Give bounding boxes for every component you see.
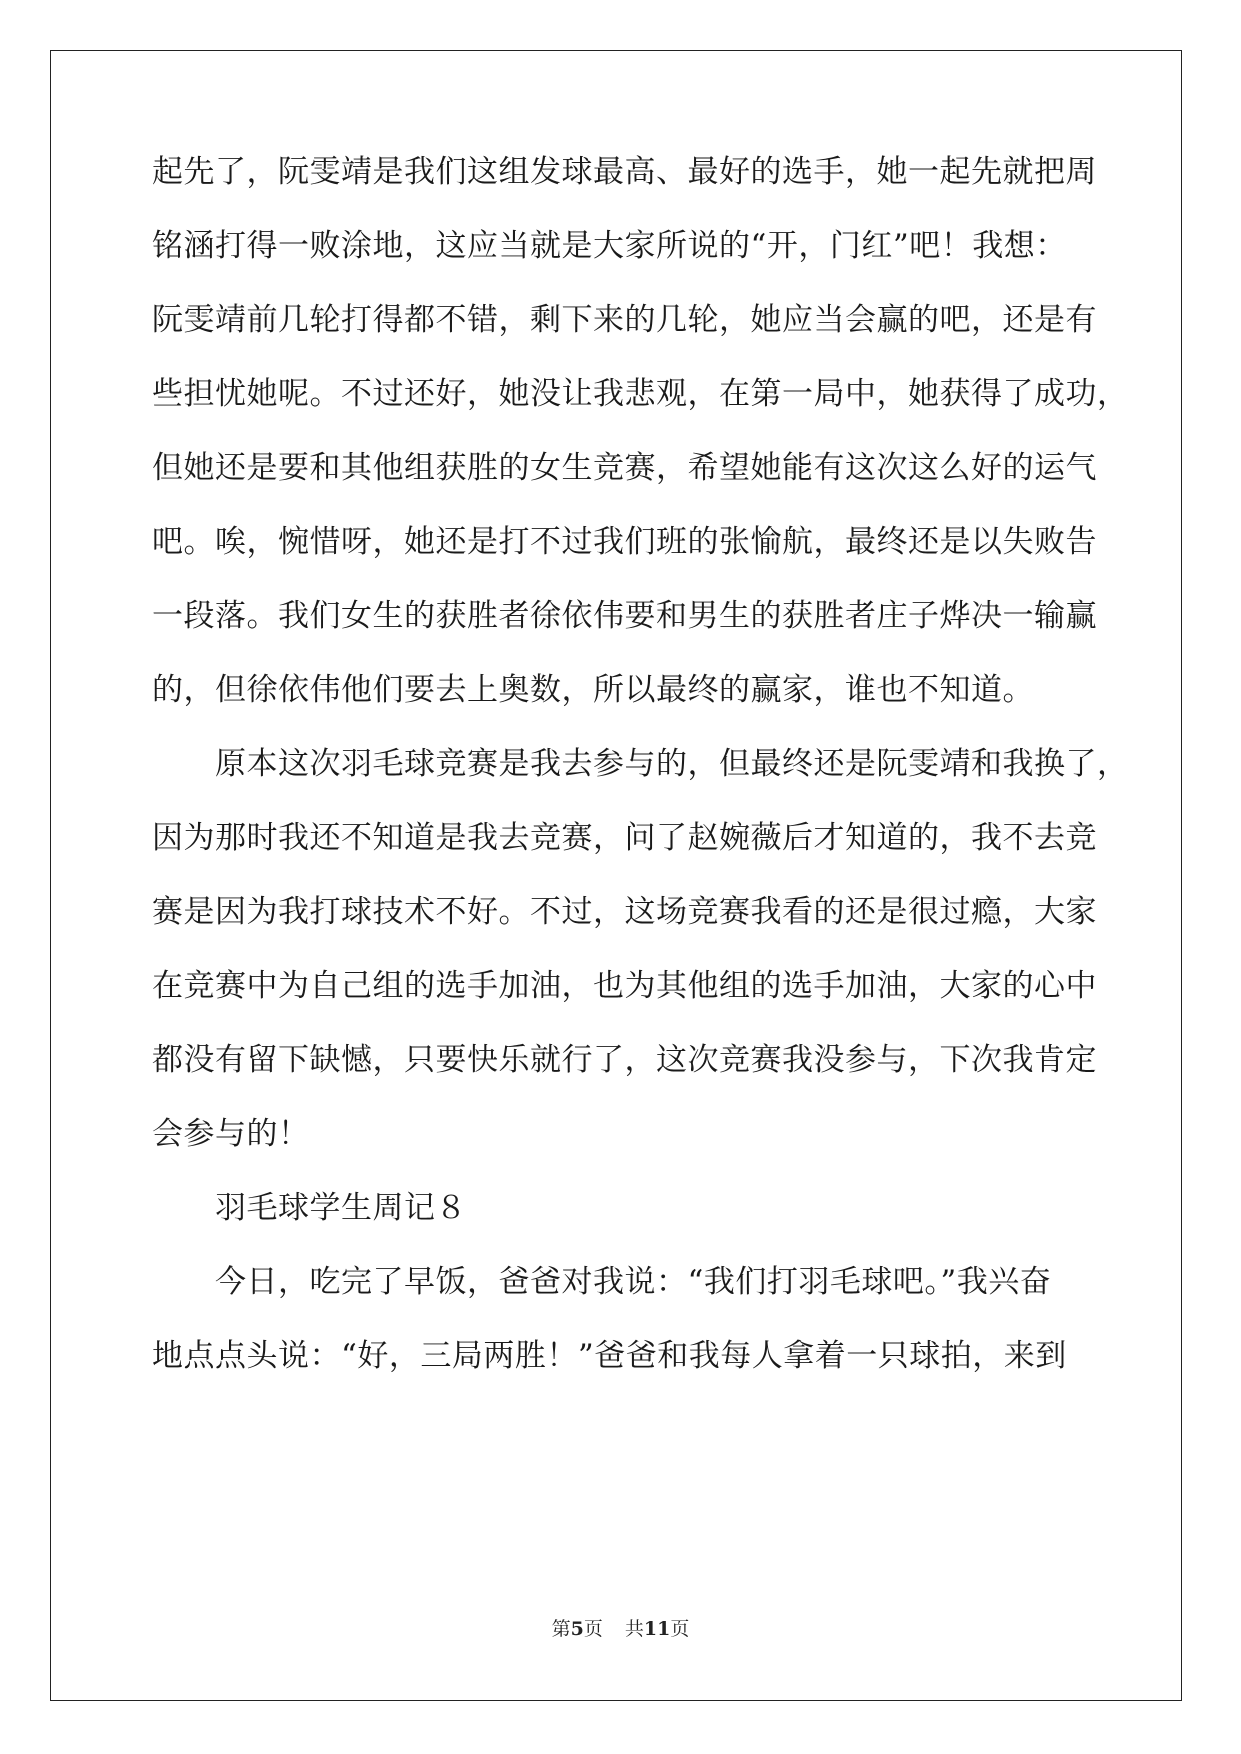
text-line: 的，但徐依伟他们要去上奥数，所以最终的赢家，谁也不知道。 bbox=[152, 672, 1034, 708]
total-suffix: 页 bbox=[670, 1618, 690, 1640]
text-line: 但她还是要和其他组获胜的女生竞赛，希望她能有这次这么好的运气 bbox=[152, 450, 1097, 486]
page-border bbox=[50, 50, 1182, 1701]
text-line: 在竞赛中为自己组的选手加油，也为其他组的选手加油，大家的心中 bbox=[152, 968, 1097, 1004]
text-line: 因为那时我还不知道是我去竞赛，问了赵婉薇后才知道的，我不去竞 bbox=[152, 820, 1097, 856]
text-line: 赛是因为我打球技术不好。不过，这场竞赛我看的还是很过瘾，大家 bbox=[152, 894, 1097, 930]
text-line: 起先了，阮雯靖是我们这组发球最高、最好的选手，她一起先就把周 bbox=[152, 154, 1097, 190]
text-line: 今日，吃完了早饭，爸爸对我说：“我们打羽毛球吧。”我兴奋 bbox=[152, 1264, 1052, 1300]
text-line: 一段落。我们女生的获胜者徐依伟要和男生的获胜者庄子烨决一输赢 bbox=[152, 598, 1097, 634]
section-heading: 羽毛球学生周记８ bbox=[152, 1190, 467, 1226]
text-line: 吧。唉，惋惜呀，她还是打不过我们班的张愉航，最终还是以失败告 bbox=[152, 524, 1097, 560]
text-line: 会参与的！ bbox=[152, 1116, 310, 1152]
text-line: 阮雯靖前几轮打得都不错，剩下来的几轮，她应当会赢的吧，还是有 bbox=[152, 302, 1097, 338]
page-total: 11 bbox=[643, 1618, 671, 1640]
page-current: 5 bbox=[570, 1618, 584, 1640]
text-line: 都没有留下缺憾，只要快乐就行了，这次竞赛我没参与，下次我肯定 bbox=[152, 1042, 1097, 1078]
text-line: 地点点头说：“好，三局两胜！”爸爸和我每人拿着一只球拍，来到 bbox=[152, 1338, 1067, 1374]
page-prefix: 第 bbox=[551, 1618, 571, 1640]
page-footer bbox=[0, 1617, 1241, 1641]
text-line: 些担忧她呢。不过还好，她没让我悲观，在第一局中，她获得了成功， bbox=[152, 376, 1129, 412]
page-suffix: 页 bbox=[583, 1618, 603, 1640]
text-line: 原本这次羽毛球竞赛是我去参与的，但最终还是阮雯靖和我换了， bbox=[152, 746, 1129, 782]
text-line: 铭涵打得一败涂地，这应当就是大家所说的“开，门红”吧！我想： bbox=[152, 228, 1067, 264]
total-prefix: 共 bbox=[624, 1618, 644, 1640]
